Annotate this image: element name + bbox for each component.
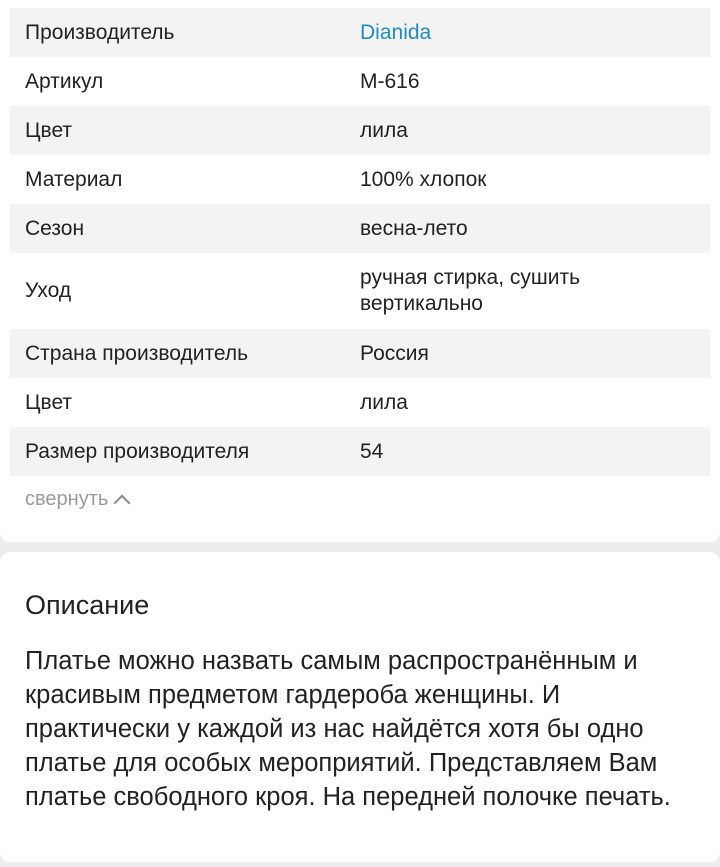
spec-key: Производитель: [25, 20, 175, 44]
spec-row-color-2: [10, 378, 710, 427]
specifications-table: [10, 8, 710, 476]
spec-value: 100% хлопок: [360, 167, 487, 191]
spec-value: М-616: [360, 69, 420, 93]
spec-row-season: [10, 204, 710, 253]
spec-row-color: [10, 106, 710, 155]
spec-key: Размер производителя: [25, 439, 250, 463]
collapse-button[interactable]: [25, 488, 128, 511]
spec-row-manufacturer: [10, 8, 710, 57]
spec-row-care: [10, 253, 710, 329]
spec-key: Уход: [25, 279, 72, 302]
spec-key: Цвет: [25, 118, 73, 142]
spec-key: Страна производитель: [25, 341, 249, 365]
spec-value: лила: [360, 390, 408, 414]
spec-value: лила: [360, 118, 408, 142]
spec-row-material: [10, 155, 710, 204]
spec-row-size: [10, 427, 710, 476]
spec-value: 54: [360, 439, 384, 463]
spec-value: Россия: [360, 341, 429, 365]
spec-key: Сезон: [25, 216, 85, 240]
description-text: Платье можно назвать самым распространённым и красивым предметом гардероба женщины. И практически у каждой из нас найдётся хотя бы одно платье для особых мероприятий. Представляем Вам платье свободного кроя. На передней полочке печать.: [25, 647, 671, 811]
spec-key: Цвет: [25, 390, 73, 414]
collapse-label: свернуть: [25, 488, 109, 510]
spec-row-article: [10, 57, 710, 106]
spec-key: Артикул: [25, 69, 104, 93]
spec-value: весна-лето: [360, 216, 468, 240]
chevron-up-icon: [114, 494, 131, 511]
manufacturer-link[interactable]: Dianida: [360, 20, 432, 44]
description-card: [0, 552, 720, 862]
spec-row-country: [10, 329, 710, 378]
spec-key: Материал: [25, 167, 123, 191]
spec-value: ручная стирка, сушить вертикально: [360, 266, 581, 315]
description-title: Описание: [25, 590, 150, 620]
